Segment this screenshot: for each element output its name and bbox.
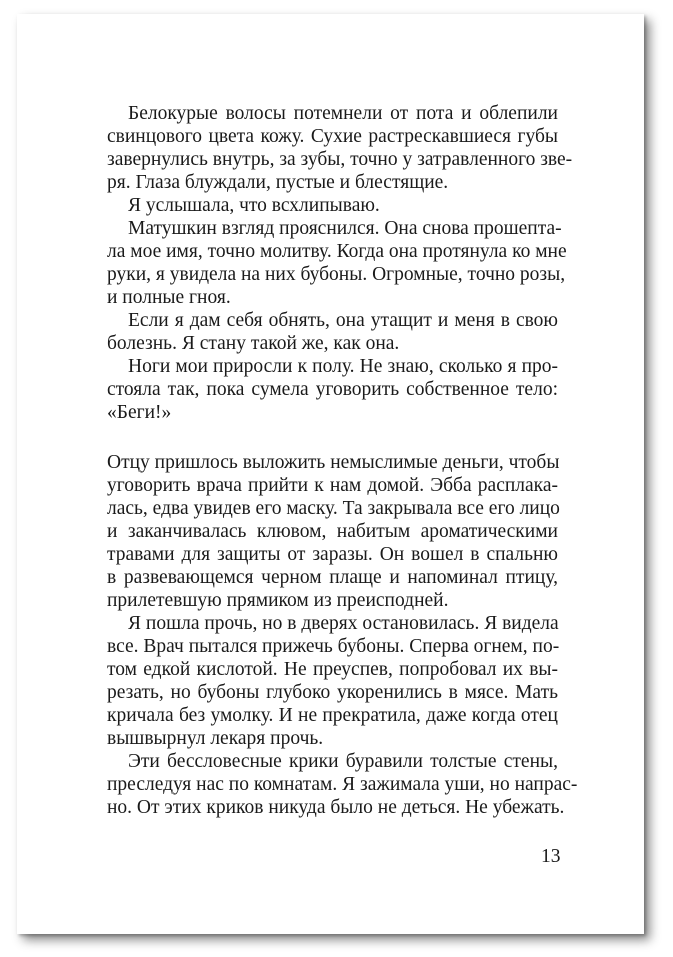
paragraph [86,194,558,217]
text-line: завернулись внутрь, за зубы, точно у затравленного зве- [107,149,573,170]
text-line: но. От этих криков никуда было не деться. Не убежать. [107,797,565,818]
text-line: Я пошла прочь, но в дверях остановилась. Я видела [128,613,559,634]
text-line: ла мое имя, точно молитву. Когда она протянула ко мне [107,241,567,262]
text-line: руки, я увидела на них бубоны. Огромные, точно розы, [107,264,566,285]
page-number: 13 [541,846,561,867]
text-line: вышвырнул лекаря прочь. [107,728,324,749]
text-section-1 [86,102,573,424]
text-line: преследуя нас по комнатам. Я зажимала уши, но напрас- [107,774,578,795]
text-line: Отцу пришлось выложить немыслимые деньги, чтобы [107,452,560,473]
text-line: Матушкин взгляд прояснился. Она снова прошепта- [128,218,562,239]
text-line: стояла так, пока сумела уговорить собственное тело: [107,379,558,400]
text-line: том едкой кислотой. Не преуспев, попробовал их вы- [107,659,558,680]
text-line: Эти бессловесные крики буравили толстые стены, [128,751,558,772]
text-line: уговорить врача прийти к нам домой. Эбба расплака- [107,475,558,496]
text-line: прилетевшую прямиком из преисподней. [107,590,449,611]
text-line: и заканчивалась клювом, набитым ароматическими [107,521,558,542]
text-line: Ноги мои приросли к полу. Не знаю, сколько я про- [128,356,558,377]
text-line: ря. Глаза блуждали, пустые и блестящие. [107,172,449,193]
text-line: болезнь. Я стану такой же, как она. [107,333,400,354]
paragraph [86,355,558,424]
text-line: все. Врач пытался прижечь бубоны. Сперва огнем, по- [107,636,560,657]
paragraph [86,309,558,355]
paragraph [86,750,578,819]
text-line: Если я дам себя обнять, она утащит и меня в свою [128,310,558,331]
text-line: резать, но бубоны глубоко укоренились в мясе. Мать [107,682,558,703]
text-line: Белокурые волосы потемнели от пота и облепили [128,103,558,124]
text-line: свинцового цвета кожу. Сухие растрескавшиеся губы [107,126,558,147]
paragraph [86,612,558,750]
book-page [17,14,644,934]
paragraph [86,102,573,194]
text-section-2 [86,451,578,819]
paragraph [86,451,558,612]
paragraph [86,217,567,309]
text-line: Я услышала, что всхлипываю. [128,195,380,216]
text-line: лась, едва увидев его маску. Та закрывала все его лицо [107,498,560,519]
text-line: кричала без умолку. И не прекратила, даже когда отец [107,705,558,726]
text-line: и полные гноя. [107,287,231,308]
text-line: в развевающемся черном плаще и напоминал птицу, [107,567,558,588]
text-line: травами для защиты от заразы. Он вошел в спальню [107,544,558,565]
text-line: «Беги!» [107,402,172,423]
